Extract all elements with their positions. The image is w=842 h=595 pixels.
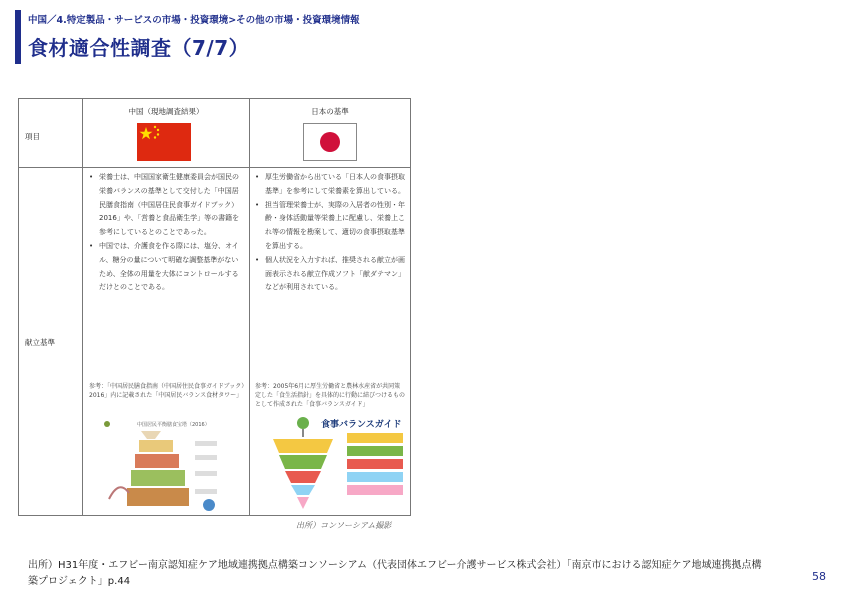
japan-findings-list xyxy=(255,171,405,295)
china-findings-list xyxy=(89,171,241,295)
column-header-item: 項目 xyxy=(25,132,40,141)
list-item: • 中国では、介護食を作る際には、塩分、オイル、糖分の量について明確な調整基準がないため、全体の用量を大体にコントロールするだけとのことである。 xyxy=(89,240,241,295)
page-title: 食材適合性調査（7/7） xyxy=(28,36,250,60)
list-item: • 個人状況を入力すれば、推奨される献立が画面表示される献立作成ソフト「献ダテマン」などが利用されている。 xyxy=(255,254,405,295)
photo-source-note: 出所）コンソーシアム撮影 xyxy=(296,521,392,530)
japan-flag-icon xyxy=(303,123,357,161)
table-divider xyxy=(82,99,83,515)
comparison-table xyxy=(18,98,411,516)
footer-citation: 出所）H31年度・エフビー南京認知症ケア地域連携拠点構築コンソーシアム（代表団体エフビー介護サービス株式会社）「南京市における認知症ケア地域連携拠点構築プロジェクト」p.44 xyxy=(28,560,762,587)
list-item: • 栄養士は、中国国家衛生健康委員会が国民の栄養バランスの基準として交付した「中国居民膳食指南（中国居住民食事ガイドブック）2016」や、「営養と食品衛生学」等の書籍を参考にしているとのことであった。 xyxy=(89,171,241,240)
table-divider xyxy=(19,167,410,168)
column-header-japan: 日本の基準 xyxy=(311,107,349,116)
row-label-menu-standard: 献立基準 xyxy=(25,338,55,347)
japan-reference-note: 参考：2005年6月に厚生労働省と農林水産省が共同策定した「食生活指針」を具体的に行動に結びつけるものとして作成された「食事バランスガイド」 xyxy=(255,383,406,408)
figure-title: 食事バランスガイド xyxy=(321,420,402,430)
food-pagoda-illustration xyxy=(99,419,229,514)
japan-balance-guide-figure xyxy=(263,415,407,513)
figure-caption: 中国居民平衡膳食宝塔（2016） xyxy=(137,422,210,428)
page-number: 58 xyxy=(812,570,826,583)
column-header-china: 中国（現地調査結果） xyxy=(128,107,204,116)
breadcrumb: 中国／4.特定製品・サービスの市場・投資環境>その他の市場・投資環境情報 xyxy=(28,15,360,26)
title-accent-bar xyxy=(15,10,21,64)
list-item: • 厚生労働省から出ている「日本人の食事摂取基準」を参考にして栄養素を算出している。 xyxy=(255,171,405,199)
china-reference-note: 参考：「中国居民膳食指南（中国居住民食事ガイドブック）2016」内に記載された「中国居民バランス食材タワー」 xyxy=(89,383,245,399)
table-divider xyxy=(249,99,250,515)
china-food-pagoda-figure xyxy=(99,419,229,514)
china-flag-icon xyxy=(137,123,191,161)
list-item: • 担当管理栄養士が、実際の入居者の性別・年齢・身体活動量等栄養上に配慮し、栄養上これ等の情報を勘案して、適切の食事摂取基準を算出する。 xyxy=(255,199,405,254)
